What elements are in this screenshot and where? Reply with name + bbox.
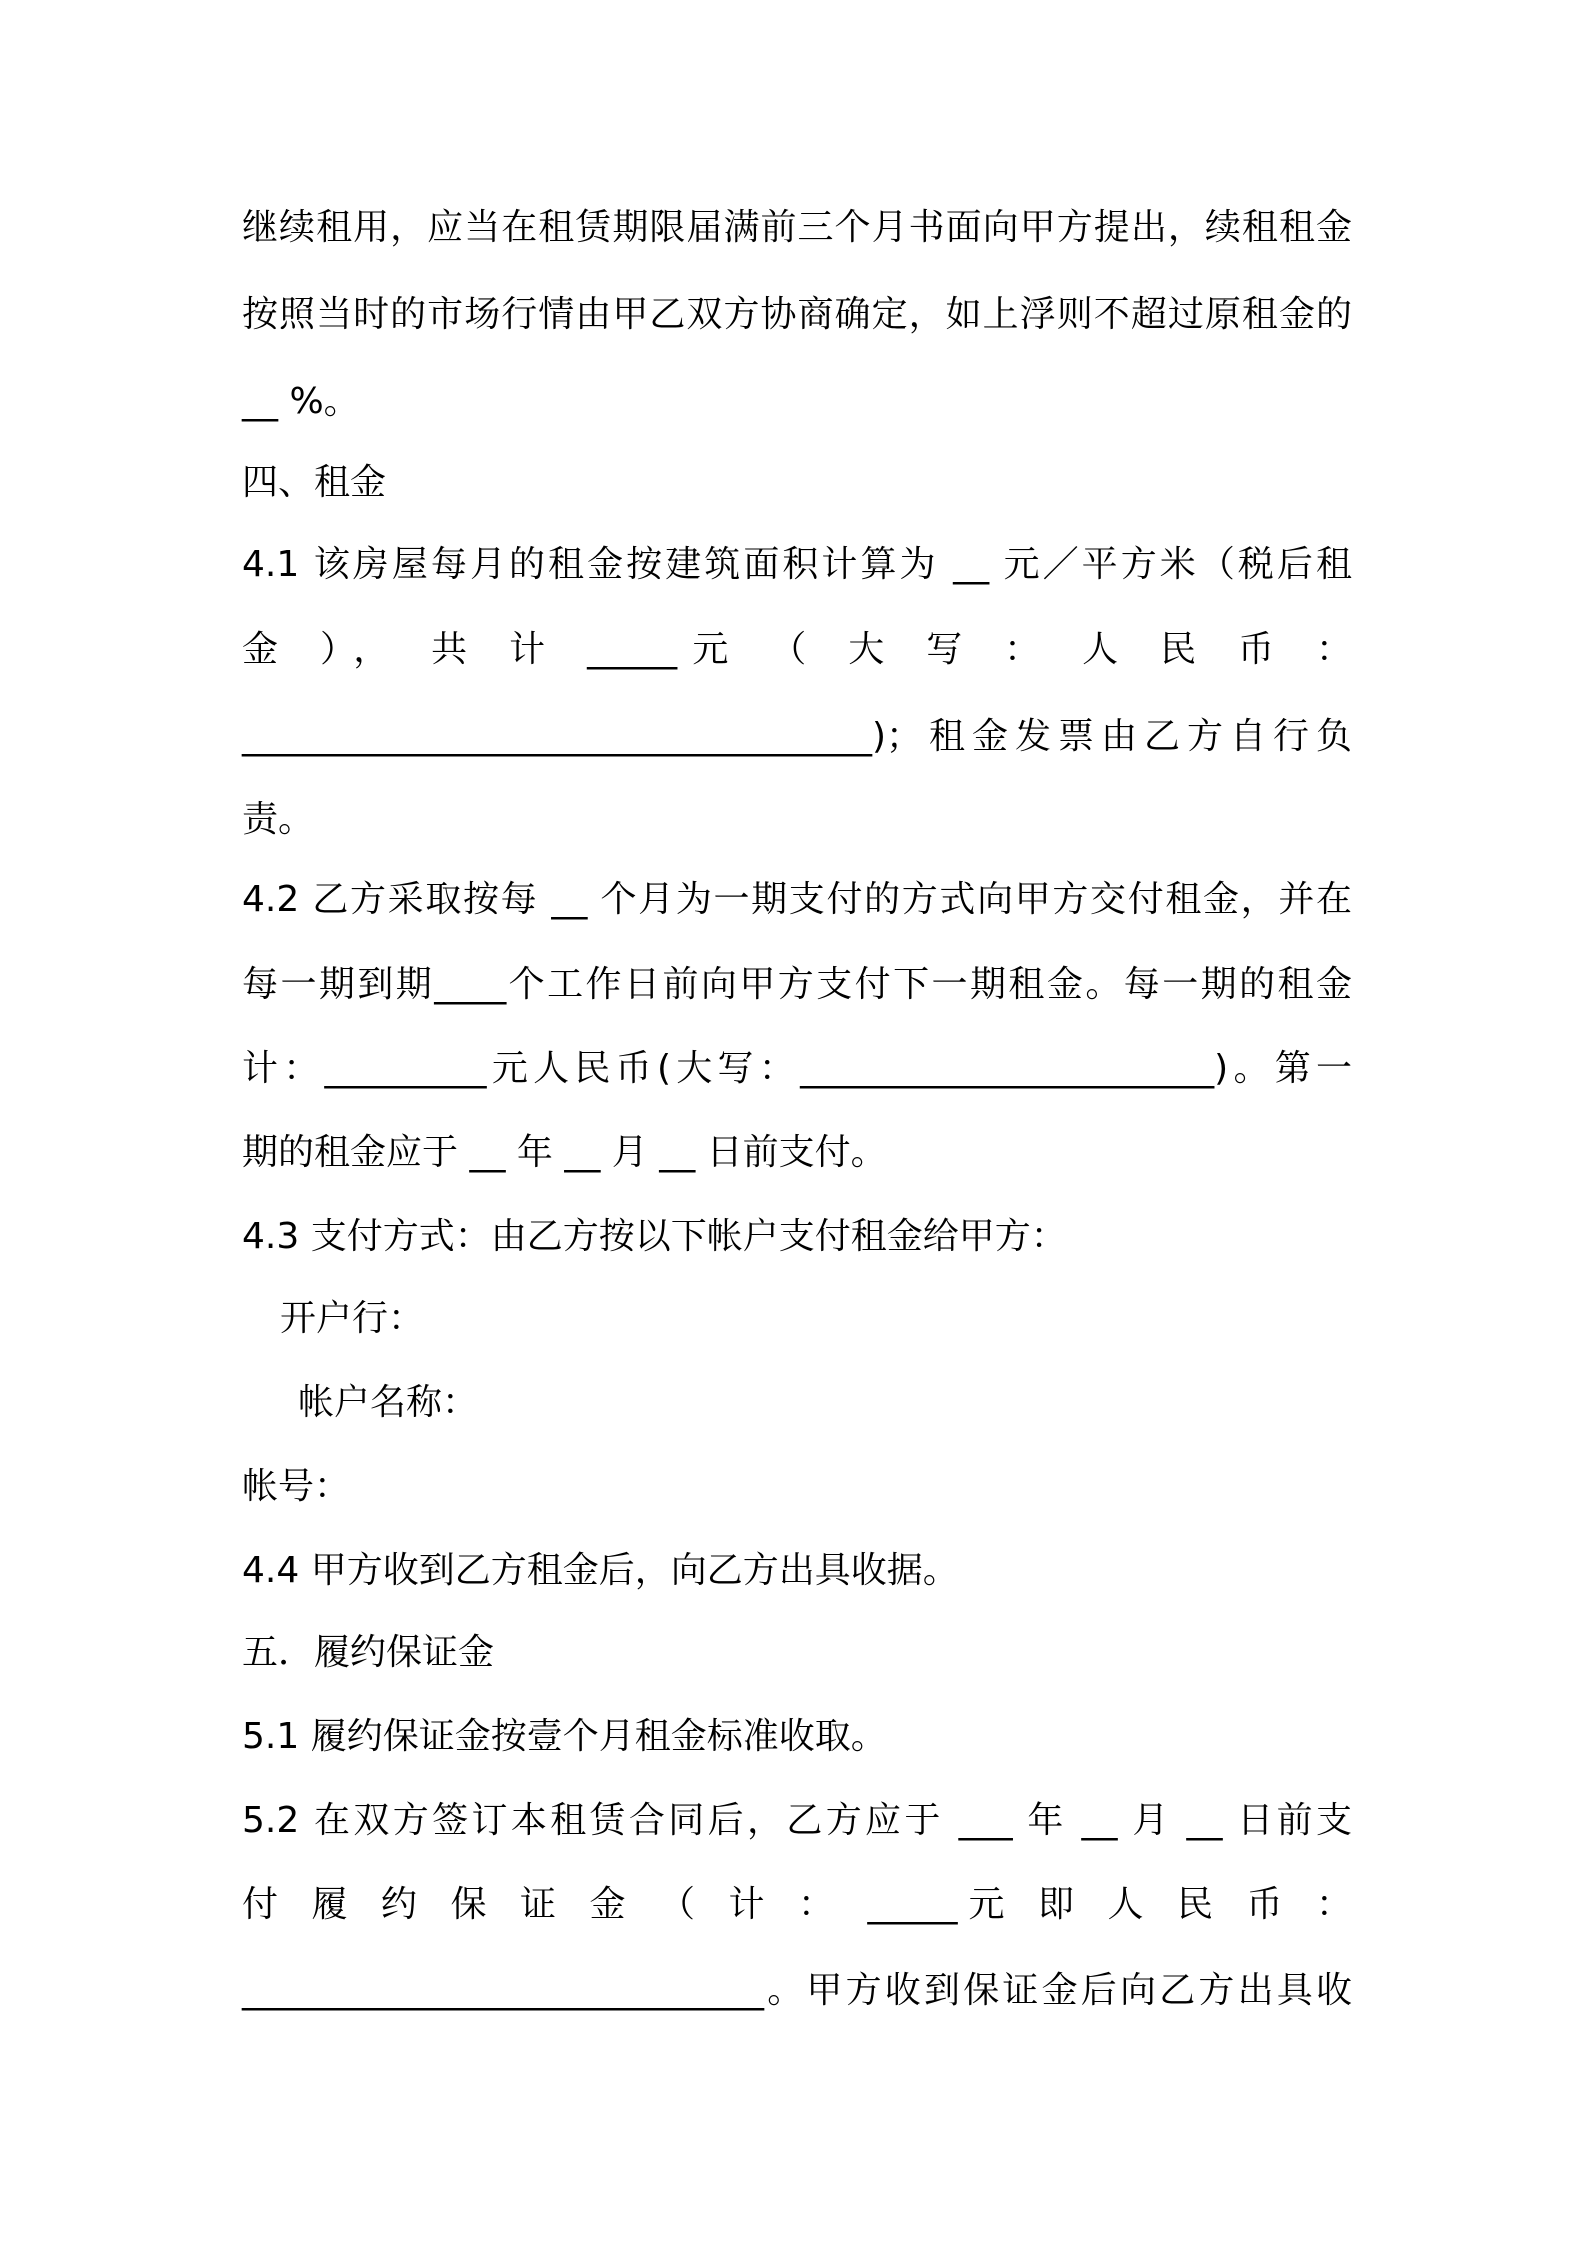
section-heading: 四、租金	[242, 462, 387, 503]
text-line: 金 ）， 共 计 _____元 （ 大 写 ： 人 民 币 ：	[242, 629, 1352, 670]
text-line: 每一期到期____个工作日前向甲方支付下一期租金。每一期的租金	[242, 964, 1352, 1005]
text-line: 4.4 甲方收到乙方租金后，向乙方出具收据。	[242, 1550, 959, 1591]
section-heading: 五．履约保证金	[242, 1632, 495, 1673]
text-line: 5.1 履约保证金按壹个月租金标准收取。	[242, 1716, 887, 1757]
account-name-label: 帐户名称：	[298, 1382, 479, 1423]
text-line: 继续租用，应当在租赁期限届满前三个月书面向甲方提出，续租租金	[242, 207, 1352, 248]
text-line: __ %。	[242, 381, 360, 422]
text-line: ___________________________________)；租金发票由乙方自行负	[242, 716, 1352, 757]
text-line: _____________________________。甲方收到保证金后向乙方出具收	[242, 1970, 1352, 2011]
text-line: 4.3 支付方式：由乙方按以下帐户支付租金给甲方：	[242, 1216, 1067, 1257]
text-line: 4.1 该房屋每月的租金按建筑面积计算为 __ 元／平方米（税后租	[242, 544, 1352, 585]
text-line: 按照当时的市场行情由甲乙双方协商确定，如上浮则不超过原租金的	[242, 294, 1352, 335]
account-number-label: 帐号：	[242, 1466, 351, 1507]
text-line: 期的租金应于 __ 年 __ 月 __ 日前支付。	[242, 1132, 887, 1173]
text-line: 付 履 约 保 证 金 （ 计 ： _____元 即 人 民 币 ：	[242, 1884, 1352, 1925]
text-line: 责。	[242, 799, 315, 840]
text-line: 计：_________元人民币(大写：_______________________)。第一	[242, 1048, 1352, 1089]
text-line: 4.2 乙方采取按每 __ 个月为一期支付的方式向甲方交付租金，并在	[242, 879, 1352, 920]
text-line: 5.2 在双方签订本租赁合同后，乙方应于 ___ 年 __ 月 __ 日前支	[242, 1800, 1352, 1841]
account-bank-label: 开户行：	[280, 1298, 425, 1339]
